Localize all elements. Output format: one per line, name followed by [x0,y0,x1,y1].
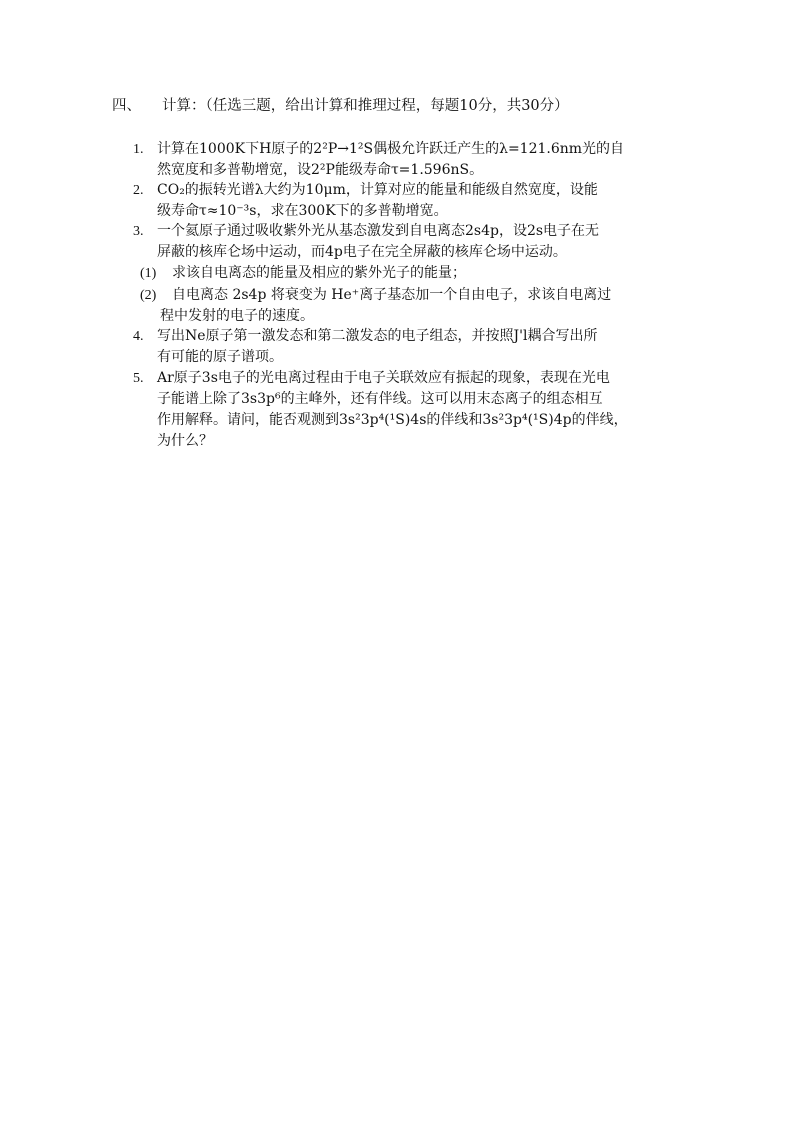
section-number: 四、 [112,98,141,114]
subquestion-3-2 [140,285,680,327]
question-line: 子能谱上除了3s3p⁶的主峰外，还有伴线。这可以用末态离子的组态相互 [157,391,603,407]
question-line: 一个氦原子通过吸收紫外光从基态激发到自电离态2s4p，设2s电子在无 [157,223,600,239]
question-line: Ar原子3s电子的光电离过程由于电子关联效应有振起的现象，表现在光电 [157,370,610,386]
question-line: 作用解释。请问，能否观测到3s²3p⁴(¹S)4s的伴线和3s²3p⁴(¹S)4p的伴线， [157,412,628,428]
subquestion-3-1 [140,263,680,284]
question-number: 3. [133,224,144,239]
section-title-text: 计算：（任选三题，给出计算和推理过程，每题10分，共30分） [162,98,569,114]
question-5 [133,368,673,452]
subquestion-line: 自电离态 2s4p 将衰变为 He⁺离子基态加一个自由电子，求该自电离过 [172,287,612,303]
question-line: CO₂的振转光谱λ大约为10μm，计算对应的能量和能级自然宽度，设能 [157,182,598,198]
question-number: 5. [133,371,144,386]
question-4 [133,326,673,368]
question-2 [133,180,673,222]
question-1 [133,139,673,181]
question-number: 2. [133,183,144,198]
question-line: 然宽度和多普勒增宽，设2²P能级寿命τ=1.596nS。 [157,162,484,178]
section-heading [112,96,569,116]
subquestion-number: (2) [140,288,157,303]
question-line: 屏蔽的核库仑场中运动，而4p电子在完全屏蔽的核库仑场中运动。 [157,244,567,260]
question-line: 有可能的原子谱项。 [157,349,283,365]
subquestion-line: 求该自电离态的能量及相应的紫外光子的能量； [172,265,466,281]
question-number: 4. [133,329,144,344]
question-line: 为什么？ [157,433,213,449]
subquestion-line: 程中发射的电子的速度。 [160,308,314,324]
subquestion-number: (1) [140,266,157,281]
question-line: 级寿命τ≈10⁻³s，求在300K下的多普勒增宽。 [157,203,448,219]
question-number: 1. [133,142,144,157]
question-line: 写出Ne原子第一激发态和第二激发态的电子组态，并按照J'l耦合写出所 [157,328,598,344]
question-3 [133,221,673,263]
question-line: 计算在1000K下H原子的2²P→1²S偶极允许跃迁产生的λ=121.6nm光的自 [157,141,625,157]
